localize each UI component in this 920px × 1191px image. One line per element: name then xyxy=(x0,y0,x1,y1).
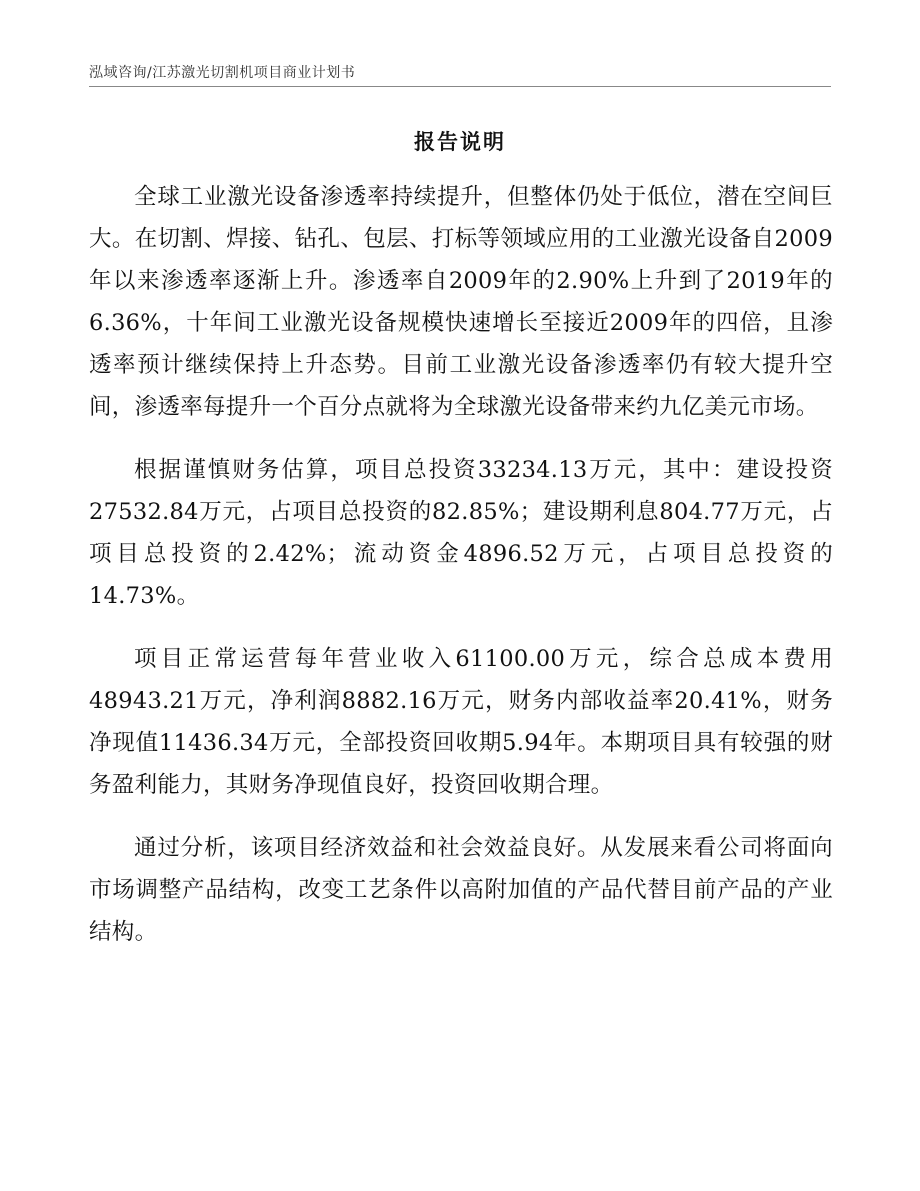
paragraph-market-overview: 全球工业激光设备渗透率持续提升，但整体仍处于低位，潜在空间巨大。在切割、焊接、钻孔、包层、打标等领域应用的工业激光设备自2009年以来渗透率逐渐上升。渗透率自2009年的2.90%上升到了2019年的6.36%，十年间工业激光设备规模快速增长至接近2009年的四倍，且渗透率预计继续保持上升态势。目前工业激光设备渗透率仍有较大提升空间，渗透率每提升一个百分点就将为全球激光设备带来约九亿美元市场。 xyxy=(89,184,833,420)
page-title: 报告说明 xyxy=(414,130,506,154)
paragraph-investment-estimate: 根据谨慎财务估算，项目总投资33234.13万元，其中：建设投资27532.84万元，占项目总投资的82.85%；建设期利息804.77万元，占项目总投资的2.42%；流动资金4896.52万元，占项目总投资的14.73%。 xyxy=(89,457,833,609)
paragraph-financial-returns: 项目正常运营每年营业收入61100.00万元，综合总成本费用48943.21万元，净利润8882.16万元，财务内部收益率20.41%，财务净现值11436.34万元，全部投资回收期5.94年。本期项目具有较强的财务盈利能力，其财务净现值良好，投资回收期合理。 xyxy=(89,646,833,798)
body-text xyxy=(89,176,833,974)
running-header: 泓域咨询/江苏激光切割机项目商业计划书 xyxy=(89,65,356,81)
header-divider xyxy=(89,86,831,87)
paragraph-conclusion: 通过分析，该项目经济效益和社会效益良好。从发展来看公司将面向市场调整产品结构，改变工艺条件以高附加值的产品代替目前产品的产业结构。 xyxy=(89,835,833,945)
